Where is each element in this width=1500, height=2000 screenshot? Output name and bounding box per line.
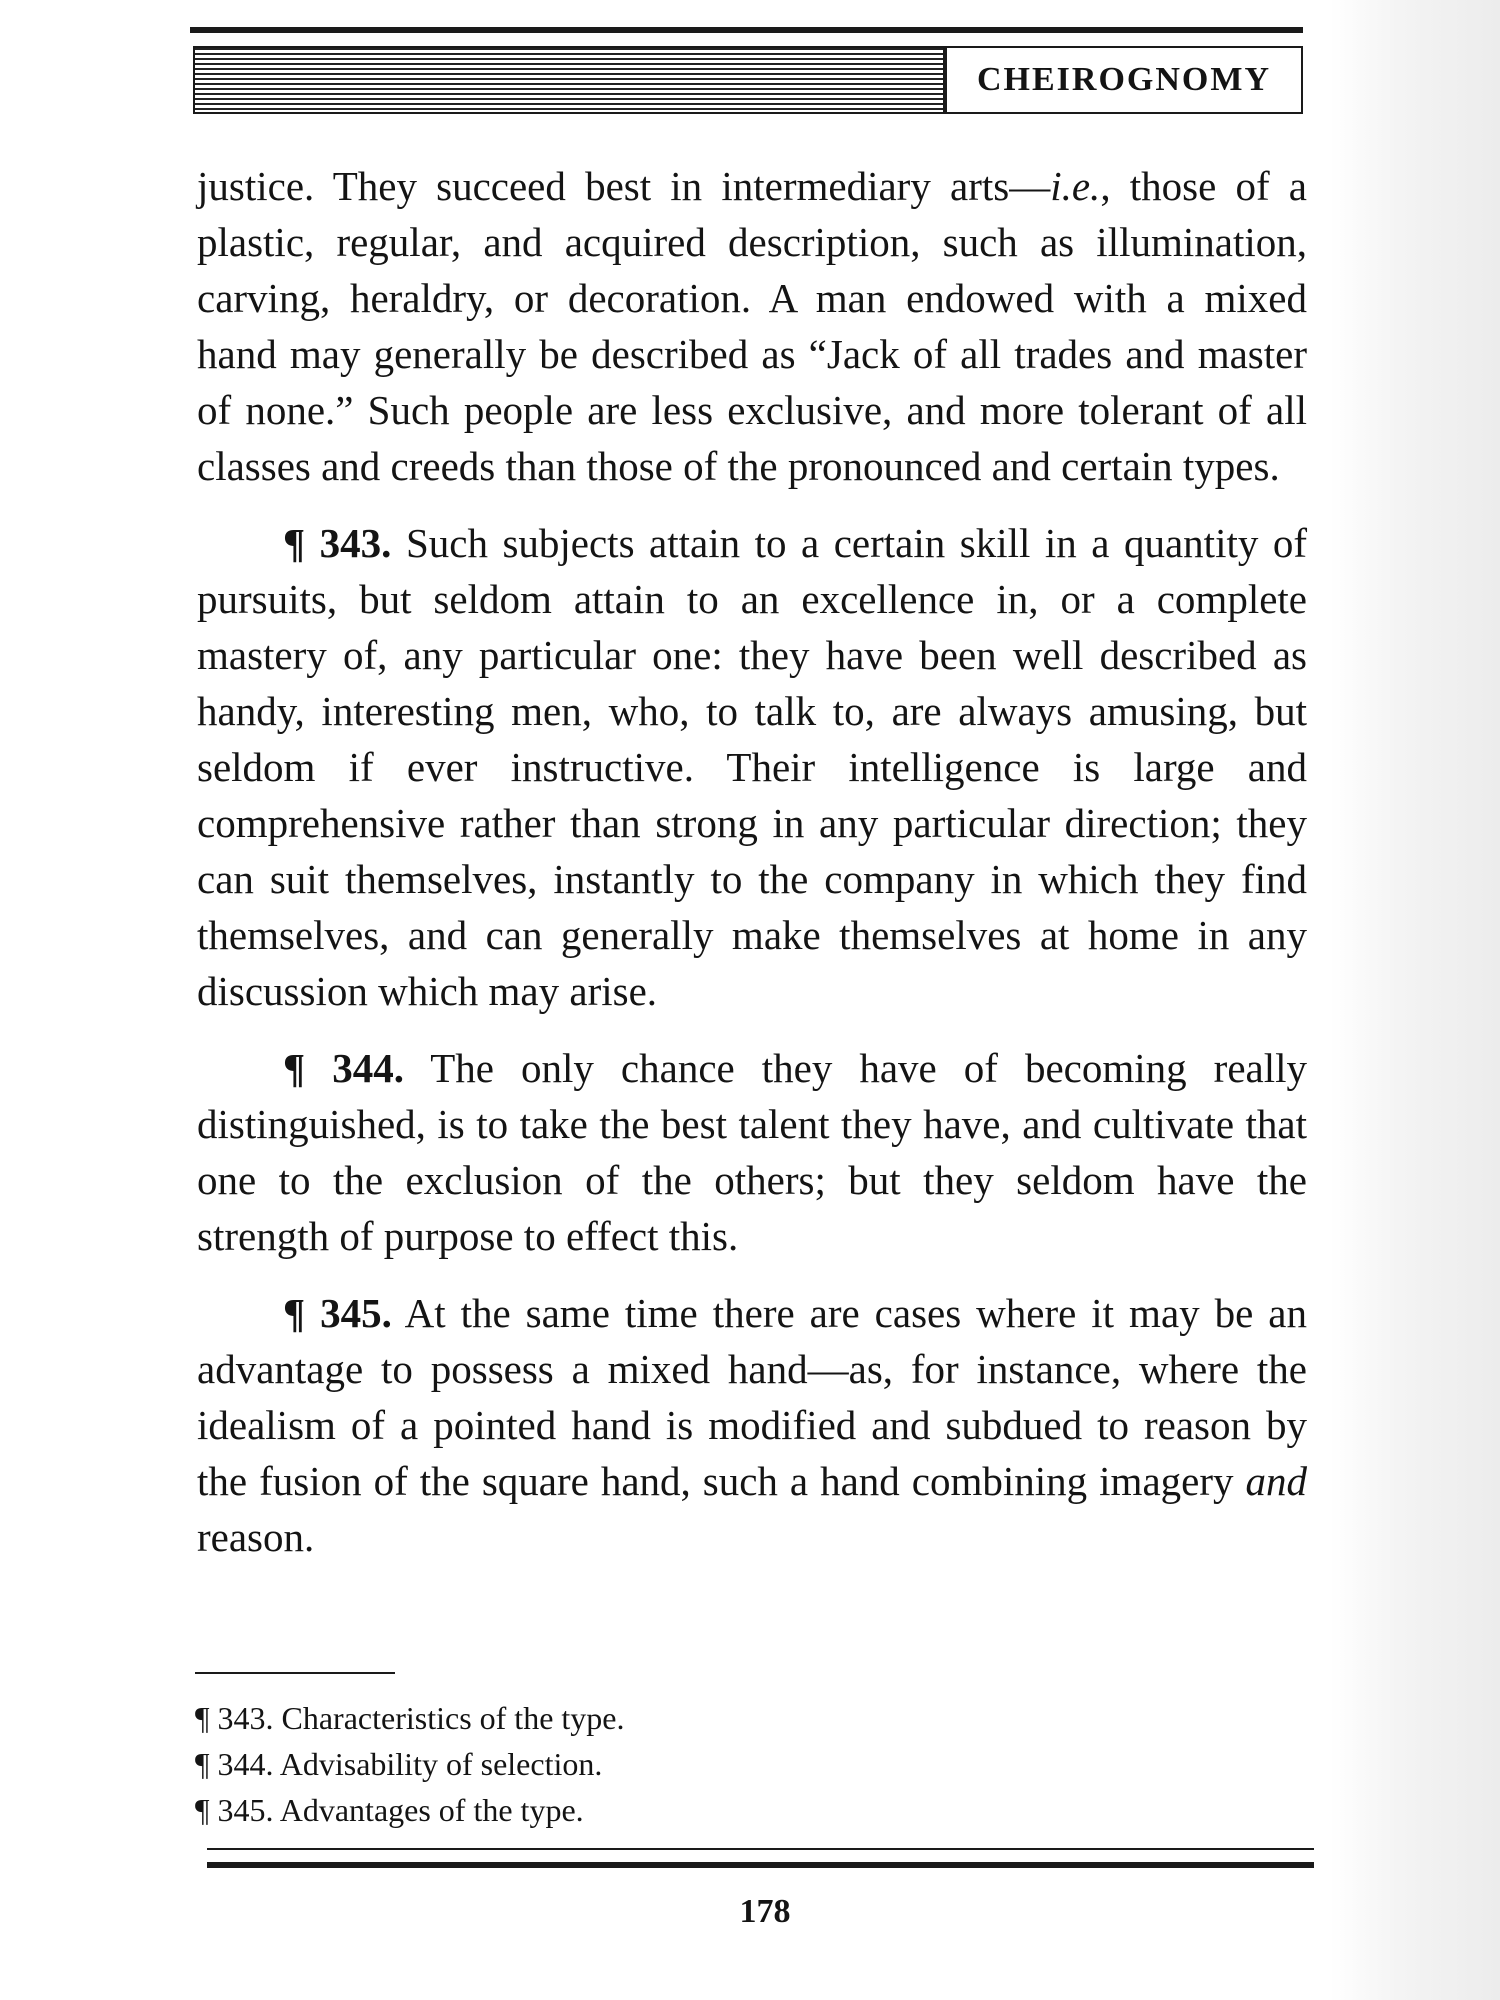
italic-text: i.e. xyxy=(1050,163,1101,209)
paragraph-text: Such subjects attain to a certain skill in a quantity of pursuits, but seldom attain to an excellence in, or a complete mastery of, any particular one: they have been well described as handy, interesting men, who, to talk to, are always amusing, but seldom if ever instructive. Their intelligence is large and comprehensive rather than strong in any particular direction; they can suit themselves, instantly to the company in which they find themselves, and can generally make themselves at home in any discussion which may arise. xyxy=(197,520,1308,1014)
footer-thin-rule xyxy=(207,1848,1314,1850)
paragraph-number: 344. xyxy=(332,1045,404,1091)
italic-text: and xyxy=(1245,1458,1307,1504)
paragraph-text: justice. They succeed best in intermediary arts— xyxy=(197,163,1051,209)
page-number: 178 xyxy=(739,1893,791,1930)
pilcrow-icon: ¶ xyxy=(283,520,306,566)
footnote-345: ¶ 345. Advantages of the type. xyxy=(195,1792,584,1828)
body-text xyxy=(197,158,1307,1565)
paragraph-number: 345. xyxy=(320,1290,392,1336)
header-hatched-ornament xyxy=(193,46,945,114)
paragraph-text: , those of a plastic, regular, and acquired description, such as illumination, carving, heraldry, or decoration. A man endowed with a mixed hand may generally be described as “Jack of all trades and master of none.” Such people are less exclusive, and more tolerant of all classes and creeds than those of the pronounced and certain types. xyxy=(197,163,1307,489)
footer-thick-rule xyxy=(207,1862,1314,1868)
paragraph-text: reason. xyxy=(197,1514,315,1560)
pilcrow-icon: ¶ xyxy=(283,1045,306,1091)
running-header-title: CHEIROGNOMY xyxy=(977,61,1271,98)
footnote-343: ¶ 343. Characteristics of the type. xyxy=(195,1700,625,1736)
paragraph-text: The only chance they have of becoming really distinguished, is to take the best talent they have, and cultivate that one to the exclusion of the others; but they seldom have the strength of purpose to effect this. xyxy=(197,1045,1307,1259)
pilcrow-icon: ¶ xyxy=(283,1290,306,1336)
paragraph-continuation xyxy=(197,158,1307,494)
paragraph-343 xyxy=(197,515,1307,1019)
footnote-344: ¶ 344. Advisability of selection. xyxy=(195,1746,603,1782)
running-header xyxy=(945,46,1303,114)
header-top-rule xyxy=(190,27,1303,33)
paragraph-345 xyxy=(197,1285,1307,1565)
page-edge-shadow xyxy=(1330,0,1500,2000)
paragraph-text: At the same time there are cases where it may be an advantage to possess a mixed hand—as, for instance, where the idealism of a pointed hand is modified and subdued to reason by the fusion of the square hand, such a hand combining imagery xyxy=(197,1290,1307,1504)
paragraph-344 xyxy=(197,1040,1307,1264)
footnote-rule xyxy=(195,1672,395,1674)
footnotes xyxy=(195,1695,1095,1833)
paragraph-number: 343. xyxy=(319,520,392,566)
